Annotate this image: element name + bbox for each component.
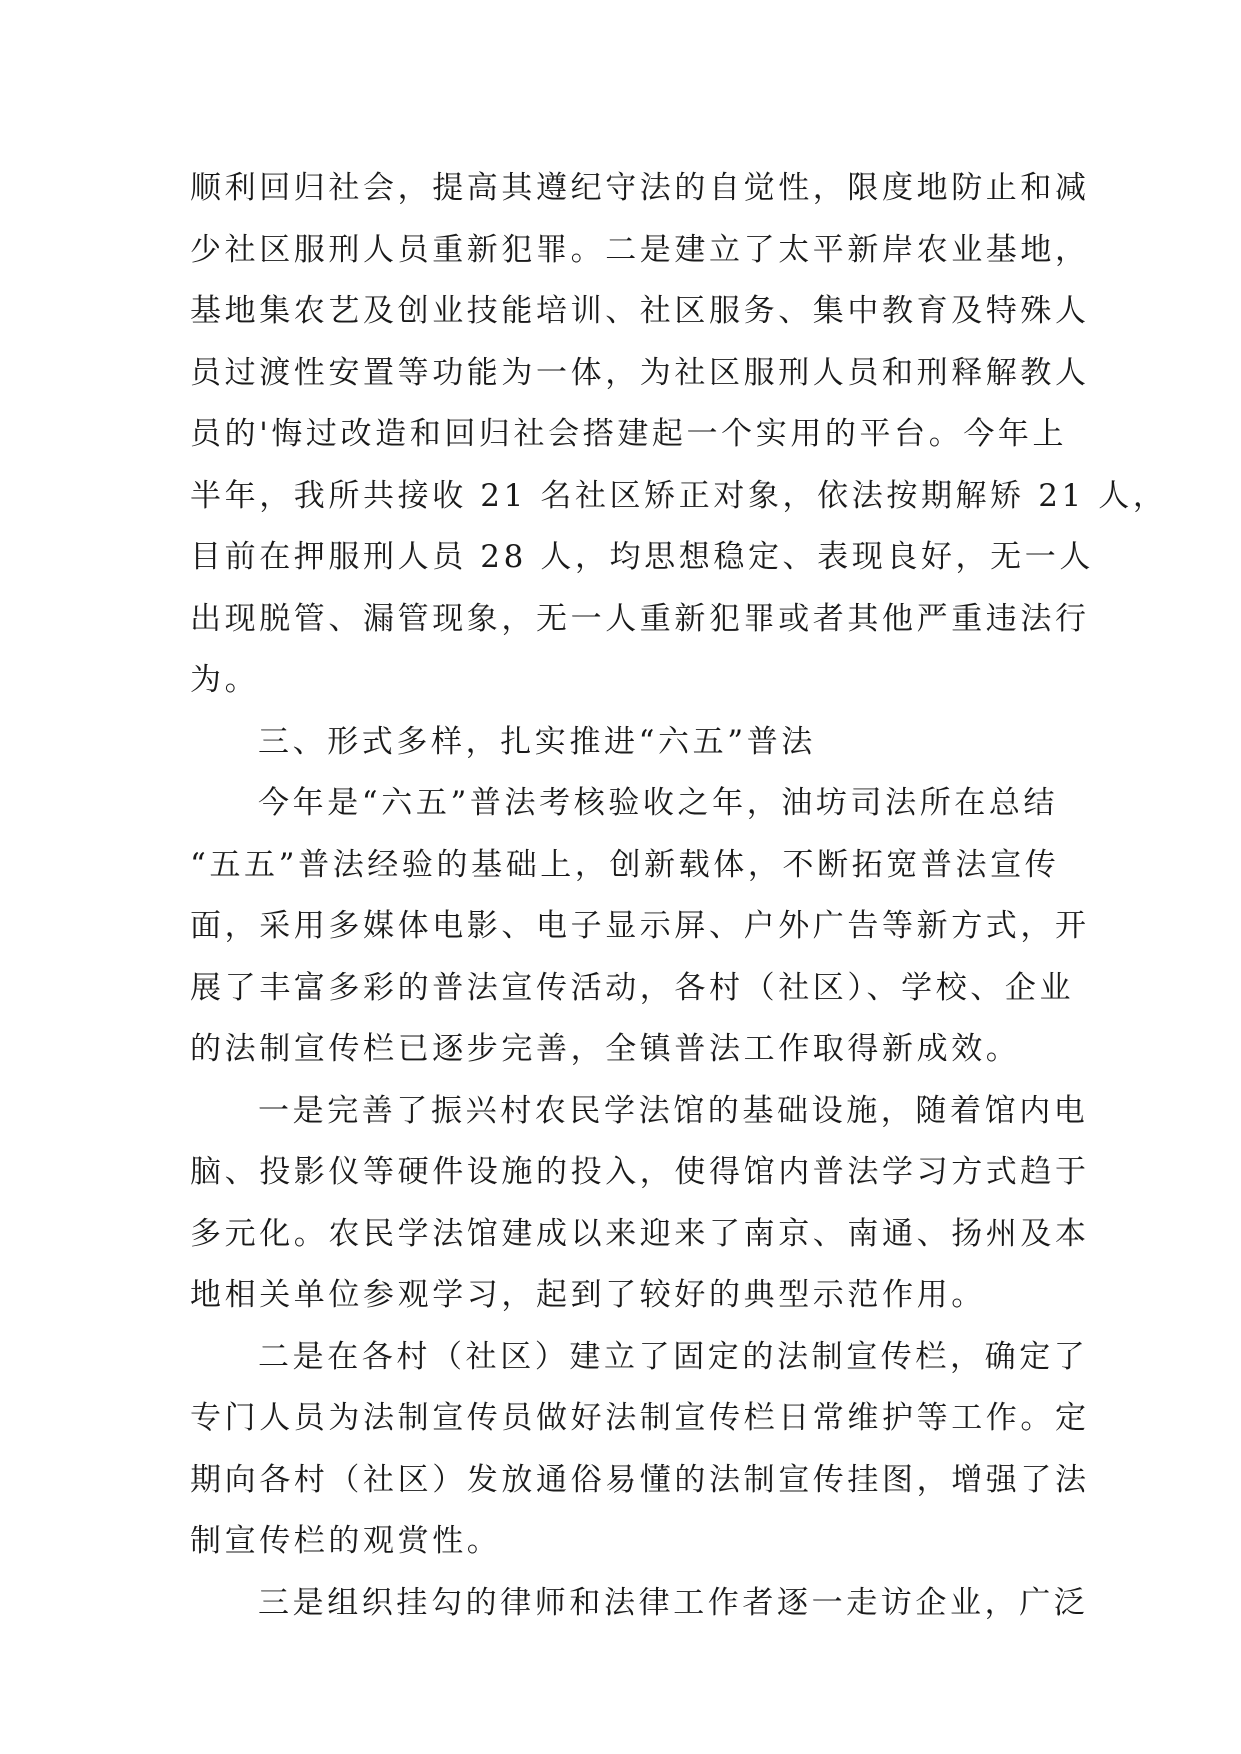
text-line: 三是组织挂勾的律师和法律工作者逐一走访企业，广泛 [258, 1584, 1089, 1621]
text-line: 半年，我所共接收 21 名社区矫正对象，依法按期解矫 21 人， [190, 477, 1168, 514]
text-line: 少社区服刑人员重新犯罪。二是建立了太平新岸农业基地， [190, 231, 1090, 268]
text-line: 一是完善了振兴村农民学法馆的基础设施，随着馆内电 [258, 1092, 1089, 1129]
text-line: 员的'悔过改造和回归社会搭建起一个实用的平台。今年上 [190, 416, 1068, 452]
text-line: 的法制宣传栏已逐步完善，全镇普法工作取得新成效。 [190, 1031, 1021, 1067]
text-line: 基地集农艺及创业技能培训、社区服务、集中教育及特殊人 [190, 293, 1090, 329]
text-line: 多元化。农民学法馆建成以来迎来了南京、南通、扬州及本 [190, 1215, 1090, 1252]
text-line: 制宣传栏的观赏性。 [190, 1523, 502, 1559]
text-line: 二是在各村（社区）建立了固定的法制宣传栏，确定了 [258, 1338, 1089, 1375]
section-heading: 三、形式多样，扎实推进“六五”普法 [258, 723, 816, 760]
text-line: 期向各村（社区）发放通俗易懂的法制宣传挂图，增强了法 [190, 1461, 1090, 1498]
text-line: 脑、投影仪等硬件设施的投入，使得馆内普法学习方式趋于 [190, 1154, 1090, 1190]
text-line: 目前在押服刑人员 28 人，均思想稳定、表现良好，无一人 [190, 539, 1094, 575]
text-line: 出现脱管、漏管现象，无一人重新犯罪或者其他严重违法行 [190, 600, 1090, 637]
text-line: 面，采用多媒体电影、电子显示屏、户外广告等新方式，开 [190, 908, 1090, 944]
text-line: “五五”普法经验的基础上，创新载体，不断拓宽普法宣传 [190, 846, 1060, 883]
text-line: 员过渡性安置等功能为一体，为社区服刑人员和刑释解教人 [190, 354, 1090, 391]
text-line: 今年是“六五”普法考核验收之年，油坊司法所在总结 [258, 785, 1059, 821]
text-line: 展了丰富多彩的普法宣传活动，各村（社区）、学校、企业 [190, 969, 1075, 1006]
text-line: 地相关单位参观学习，起到了较好的典型示范作用。 [190, 1277, 986, 1313]
document-body [190, 158, 1168, 1634]
text-line: 顺利回归社会，提高其遵纪守法的自觉性，限度地防止和减 [190, 170, 1090, 206]
text-line: 为。 [190, 662, 260, 698]
text-line: 专门人员为法制宣传员做好法制宣传栏日常维护等工作。定 [190, 1400, 1090, 1436]
